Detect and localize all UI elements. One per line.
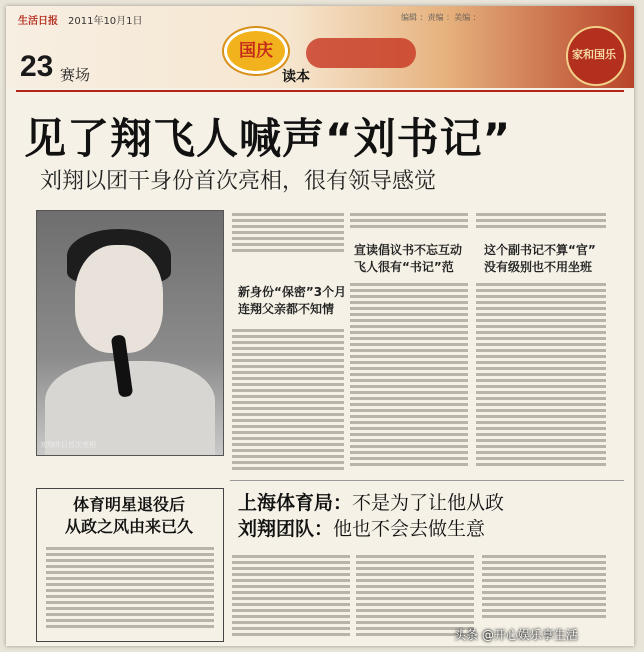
decorative-banner xyxy=(306,38,416,68)
subhead-col3: 宣读倡议书不忘互动 飞人很有“书记”范 xyxy=(354,243,463,274)
newspaper-page xyxy=(6,6,634,646)
logo-text: 家和国乐 xyxy=(572,48,616,61)
article-photo xyxy=(36,210,224,456)
quote-sports-bureau xyxy=(238,488,504,515)
quote-text: 他也不会去做生意 xyxy=(333,518,486,540)
body-text-col4 xyxy=(476,280,606,480)
quote-text: 不是为了让他从政 xyxy=(352,492,505,514)
watermark: 头条 @开心娱乐享生活 xyxy=(454,628,578,642)
body-text-col3 xyxy=(350,280,468,480)
quote-liu-team xyxy=(238,514,485,541)
body-text-col4-top xyxy=(476,210,606,240)
body-text-col3-top xyxy=(350,210,468,240)
photo-caption: 刘翔昨日首次亮相 xyxy=(40,441,96,449)
sidebar-title: 体育明星退役后 从政之风由来已久 xyxy=(64,495,193,536)
section-name: 赛场 xyxy=(60,66,91,84)
issue-date: 2011年10月1日 xyxy=(68,16,143,27)
rule-divider xyxy=(230,480,624,481)
rule-divider xyxy=(16,90,624,92)
headline: 见了翔飞人喊声“刘书记” xyxy=(24,114,512,163)
quote-speaker: 上海体育局： xyxy=(238,492,353,514)
quote-speaker: 刘翔团队： xyxy=(238,518,334,540)
subhead-col4: 这个副书记不算“官” 没有级别也不用坐班 xyxy=(484,243,596,274)
holiday-badge-text: 国庆 xyxy=(239,41,273,61)
body-text-bottom-3 xyxy=(482,552,606,622)
sidebar-body-text xyxy=(46,544,214,634)
body-text-col2 xyxy=(232,326,344,480)
paper-name: 生活日报 xyxy=(18,16,58,27)
badge-suffix: 读本 xyxy=(282,69,310,85)
page-number: 23 xyxy=(20,50,54,83)
body-text-col2-top xyxy=(232,210,344,270)
subheadline: 刘翔以团干身份首次亮相，很有领导感觉 xyxy=(40,169,437,194)
subhead-col2: 新身份“保密”3个月 连翔父亲都不知情 xyxy=(238,285,347,316)
editor-line: 编辑 ：责编 ：美编 ： xyxy=(401,13,481,22)
body-text-bottom-1 xyxy=(232,552,350,640)
